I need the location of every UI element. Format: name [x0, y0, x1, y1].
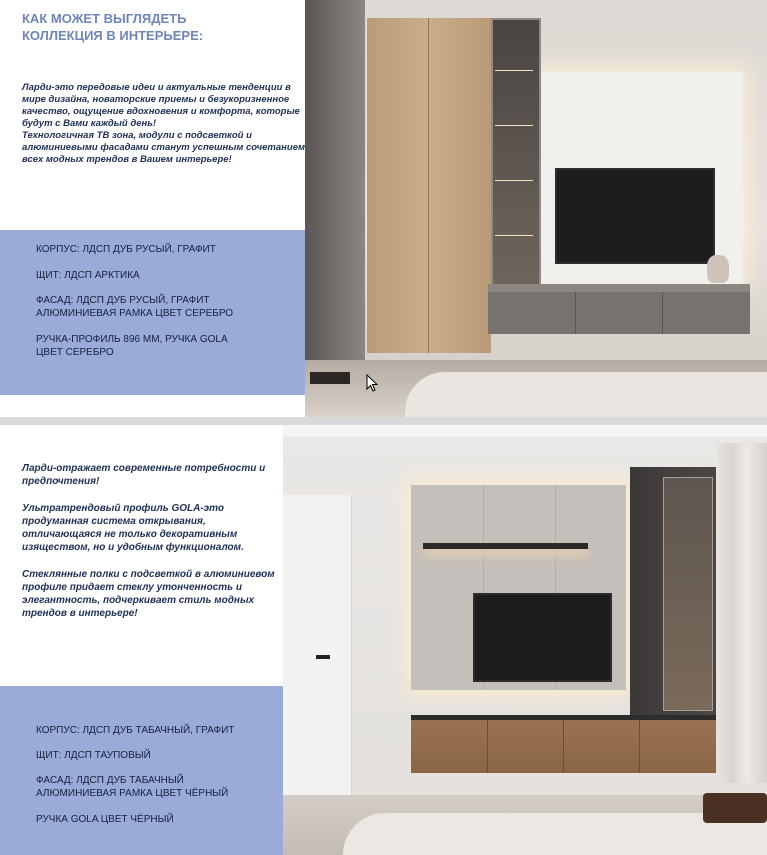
wardrobe-seam [428, 18, 429, 353]
intro-line: качество, ощущение вдохновения и комфорта, которые [22, 106, 300, 117]
curtain [717, 443, 767, 783]
spec-panel [0, 686, 292, 855]
page2-text [22, 462, 292, 634]
door-handle [316, 655, 330, 659]
console-seam [487, 720, 488, 773]
text-line: трендов в интерьере! [22, 608, 138, 619]
intro-line: Технологичная ТВ зона, модули с подсветкой и [22, 130, 252, 141]
text-line: Ультратрендовый профиль GOLA-это [22, 503, 225, 514]
spec-facade-frame: АЛЮМИНИЕВАЯ РАМКА ЦВЕТ СЕРЕБРО [36, 308, 234, 319]
glass-shelf [495, 125, 533, 126]
heading-line-1: КАК МОЖЕТ ВЫГЛЯДЕТЬ [22, 11, 187, 26]
paragraph-2 [22, 502, 292, 554]
paragraph-3 [22, 568, 292, 620]
glass-shelf [495, 235, 533, 236]
text-line: изяществом, но и удобным функционалом. [22, 542, 244, 553]
paragraph-1 [22, 462, 292, 488]
coffee-table [703, 793, 767, 823]
page-separator [0, 417, 767, 425]
intro-text [22, 82, 312, 166]
tv-screen [555, 168, 715, 264]
mouse-cursor-icon [366, 374, 378, 392]
interior-photo-1 [305, 0, 767, 417]
oak-wardrobe [367, 18, 491, 353]
console-seam [575, 292, 576, 334]
text-line: отличающаяся не только декоративным [22, 529, 238, 540]
door [283, 495, 352, 795]
text-line: Стеклянные полки с подсветкой в алюминиевом [22, 569, 275, 580]
collection-heading [22, 10, 203, 44]
glass-cabinet [491, 18, 541, 290]
glass-shelf [495, 180, 533, 181]
spec-handle: РУЧКА-ПРОФИЛЬ 896 ММ, РУЧКА GOLA [36, 334, 228, 345]
spec-body: КОРПУС: ЛДСП ДУБ РУСЫЙ, ГРАФИТ [36, 244, 216, 255]
spec-panel-shield: ЩИТ: ЛДСП АРКТИКА [36, 270, 140, 281]
spec-handle: РУЧКА GOLA ЦВЕТ ЧЁРНЫЙ [36, 814, 174, 825]
text-line: предпочтения! [22, 476, 100, 487]
intro-line: всех модных трендов в Вашем интерьере! [22, 154, 232, 165]
decor-vase [707, 255, 729, 283]
text-line: Ларди-отражает современные потребности и [22, 463, 266, 474]
console-seam [563, 720, 564, 773]
glass-shelf [495, 70, 533, 71]
text-line: продуманная система открывания, [22, 516, 206, 527]
spec-facade-frame: АЛЮМИНИЕВАЯ РАМКА ЦВЕТ ЧЁРНЫЙ [36, 788, 229, 799]
spec-facade: ФАСАД: ЛДСП ДУБ ТАБАЧНЫЙ [36, 775, 184, 786]
tv-screen [473, 593, 612, 682]
heading-line-2: КОЛЛЕКЦИЯ В ИНТЕРЬЕРЕ: [22, 28, 204, 43]
intro-line: Ларди-это передовые идеи и актуальные тенденции в [22, 82, 291, 93]
console-seam [639, 720, 640, 773]
glass-door [663, 477, 713, 711]
intro-line: будут с Вами каждый день! [22, 118, 157, 129]
console-seam [662, 292, 663, 334]
wall-shadow [305, 0, 365, 417]
interior-photo-2 [283, 425, 767, 855]
intro-line: мире дизайна, новаторские приемы и безукоризненное [22, 94, 290, 105]
floating-shelf [423, 543, 588, 549]
catalog-page-2 [0, 425, 767, 855]
text-line: профиле придает стеклу утонченность и [22, 582, 242, 593]
spec-handle-color: ЦВЕТ СЕРЕБРО [36, 347, 114, 358]
catalog-page-1 [0, 0, 767, 417]
intro-line: алюминиевыми фасадами станут успешным сочетанием [22, 142, 306, 153]
rug [405, 372, 767, 417]
spec-facade: ФАСАД: ЛДСП ДУБ РУСЫЙ, ГРАФИТ [36, 295, 210, 306]
text-line: элегантность, подчеркивает стиль модных [22, 595, 255, 606]
spec-panel-shield: ЩИТ: ЛДСП ТАУПОВЫЙ [36, 750, 151, 761]
ceiling [283, 425, 767, 437]
console-top [488, 284, 750, 292]
floor-vent [310, 372, 350, 384]
spec-body: КОРПУС: ЛДСП ДУБ ТАБАЧНЫЙ, ГРАФИТ [36, 725, 235, 736]
